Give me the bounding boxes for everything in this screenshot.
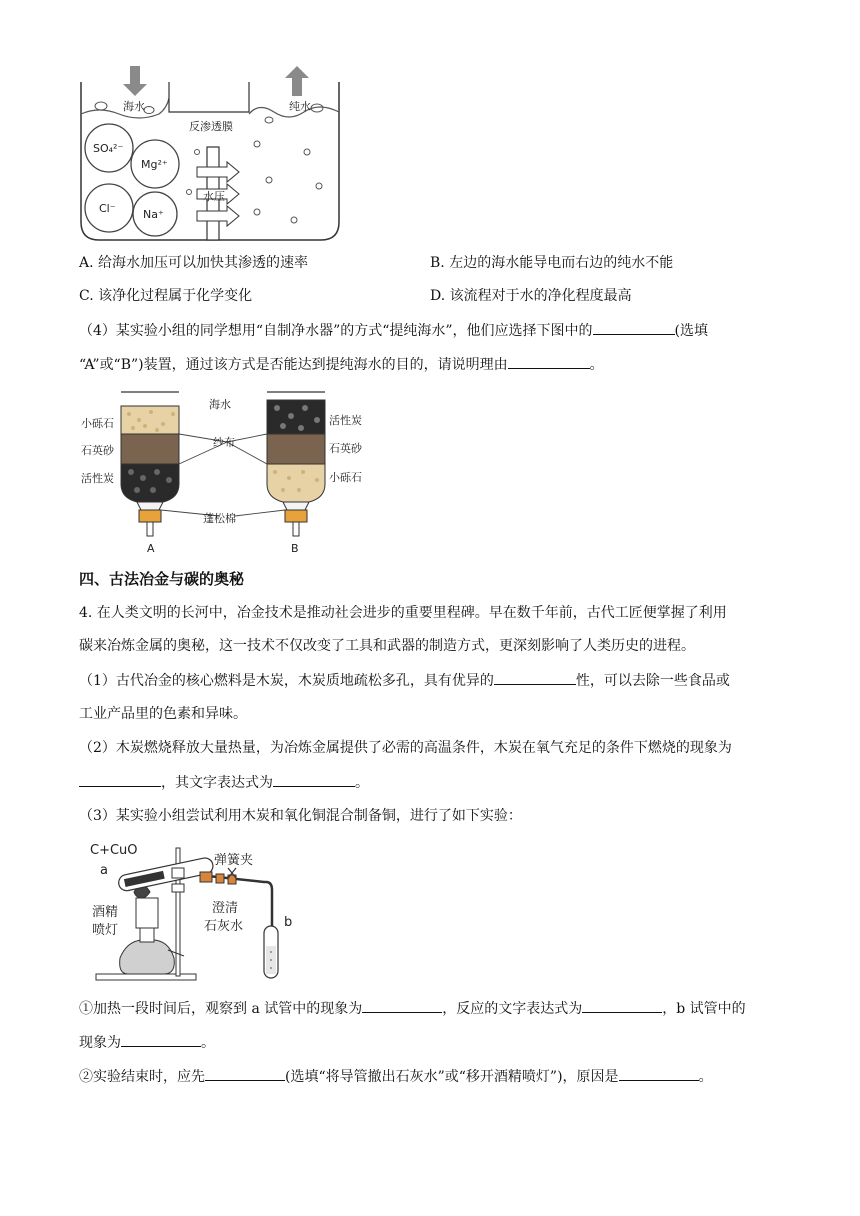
water-filter-figure bbox=[79, 386, 379, 556]
answer-blank[interactable] bbox=[508, 354, 590, 369]
down-arrow-icon bbox=[123, 66, 147, 96]
lamp-label-2: 喷灯 bbox=[92, 923, 119, 938]
ion-sulfate: SO₄²⁻ bbox=[93, 142, 124, 155]
q4-part4-line2: “A”或“B”)装置，通过该方式是否能达到提纯海水的目的，请说明理由 。 bbox=[79, 354, 604, 375]
filter-a bbox=[121, 406, 179, 536]
q4-step2: ②实验结束时，应先 (选填“将导管撤出石灰水”或“移开酒精喷灯”)，原因是 。 bbox=[79, 1066, 713, 1087]
option-c: C. 该净化过程属于化学变化 bbox=[79, 288, 253, 304]
left-layer-carbon: 活性炭 bbox=[81, 472, 114, 485]
seawater-label: 海水 bbox=[123, 100, 145, 113]
spring-clamp-label: 弹簧夹 bbox=[214, 853, 254, 868]
answer-blank[interactable] bbox=[273, 772, 355, 787]
ion-sodium: Na⁺ bbox=[143, 208, 164, 221]
pressure-label: 水压 bbox=[203, 190, 225, 203]
tube-a-label: a bbox=[100, 863, 108, 878]
answer-blank[interactable] bbox=[79, 772, 161, 787]
q4-intro-line1: 4. 在人类文明的长河中，冶金技术是推动社会进步的重要里程碑。早在数千年前，古代工匠便掌握了利用 bbox=[79, 605, 727, 621]
right-layer-sand: 石英砂 bbox=[329, 442, 362, 455]
filter-a-label: A bbox=[147, 542, 155, 555]
left-layer-gravel: 小砾石 bbox=[81, 417, 114, 430]
filter-b bbox=[267, 400, 325, 536]
answer-blank[interactable] bbox=[362, 998, 442, 1013]
left-layer-sand: 石英砂 bbox=[81, 444, 114, 457]
filter-b-label: B bbox=[291, 542, 299, 555]
ion-magnesium: Mg²⁺ bbox=[141, 158, 168, 171]
section-title: 四、古法冶金与碳的奥秘 bbox=[79, 570, 245, 588]
limewater-label-1: 澄清 bbox=[212, 901, 239, 916]
right-layer-carbon: 活性炭 bbox=[329, 414, 362, 427]
lamp-label-1: 酒精 bbox=[92, 905, 119, 920]
tube-b-label: b bbox=[284, 915, 293, 930]
up-arrow-icon bbox=[285, 66, 309, 96]
option-d: D. 该流程对于水的净化程度最高 bbox=[430, 288, 632, 304]
seawater-label: 海水 bbox=[209, 398, 231, 411]
answer-blank[interactable] bbox=[593, 320, 675, 335]
answer-blank[interactable] bbox=[121, 1032, 201, 1047]
q4-part3: （3）某实验小组尝试利用木炭和氧化铜混合制备铜，进行了如下实验： bbox=[79, 808, 522, 824]
q4-part1-line2: 工业产品里的色素和异味。 bbox=[79, 706, 247, 722]
pure-water-label: 纯水 bbox=[289, 100, 311, 113]
answer-blank[interactable] bbox=[582, 998, 662, 1013]
q4-part2-line2: ，其文字表达式为 。 bbox=[79, 772, 369, 793]
answer-blank[interactable] bbox=[205, 1066, 285, 1081]
membrane-label: 反渗透膜 bbox=[189, 120, 233, 133]
q4-part1-line1: （1）古代冶金的核心燃料是木炭，木炭质地疏松多孔，具有优异的 性，可以去除一些食品或 bbox=[79, 670, 730, 691]
q4-part2-line1: （2）木炭燃烧释放大量热量，为冶炼金属提供了必需的高温条件，木炭在氧气充足的条件下燃烧的现象为 bbox=[79, 740, 732, 756]
right-layer-gravel: 小砾石 bbox=[329, 471, 362, 484]
answer-blank[interactable] bbox=[619, 1066, 699, 1081]
apparatus-figure bbox=[88, 838, 308, 988]
reverse-osmosis-figure bbox=[79, 62, 341, 246]
reactants-label: C+CuO bbox=[90, 843, 138, 858]
option-b: B. 左边的海水能导电而右边的纯水不能 bbox=[430, 255, 674, 271]
answer-blank[interactable] bbox=[494, 670, 576, 685]
q4-step1-line1: ①加热一段时间后，观察到 a 试管中的现象为 ，反应的文字表达式为 ，b 试管中的 bbox=[79, 998, 746, 1019]
cotton-label: 蓬松棉 bbox=[203, 512, 236, 525]
ion-chloride: Cl⁻ bbox=[99, 202, 116, 215]
q4-part4-line1: （4）某实验小组的同学想用“自制净水器”的方式“提纯海水”，他们应选择下图中的 (选填 bbox=[79, 320, 708, 341]
option-a: A. 给海水加压可以加快其渗透的速率 bbox=[79, 255, 309, 271]
limewater-label-2: 石灰水 bbox=[204, 919, 244, 934]
q4-intro-line2: 碳来冶炼金属的奥秘，这一技术不仅改变了工具和武器的制造方式，更深刻影响了人类历史的进程。 bbox=[79, 638, 695, 654]
gauze-label: 纱布 bbox=[213, 436, 235, 449]
q4-step1-line2: 现象为 。 bbox=[79, 1032, 215, 1053]
